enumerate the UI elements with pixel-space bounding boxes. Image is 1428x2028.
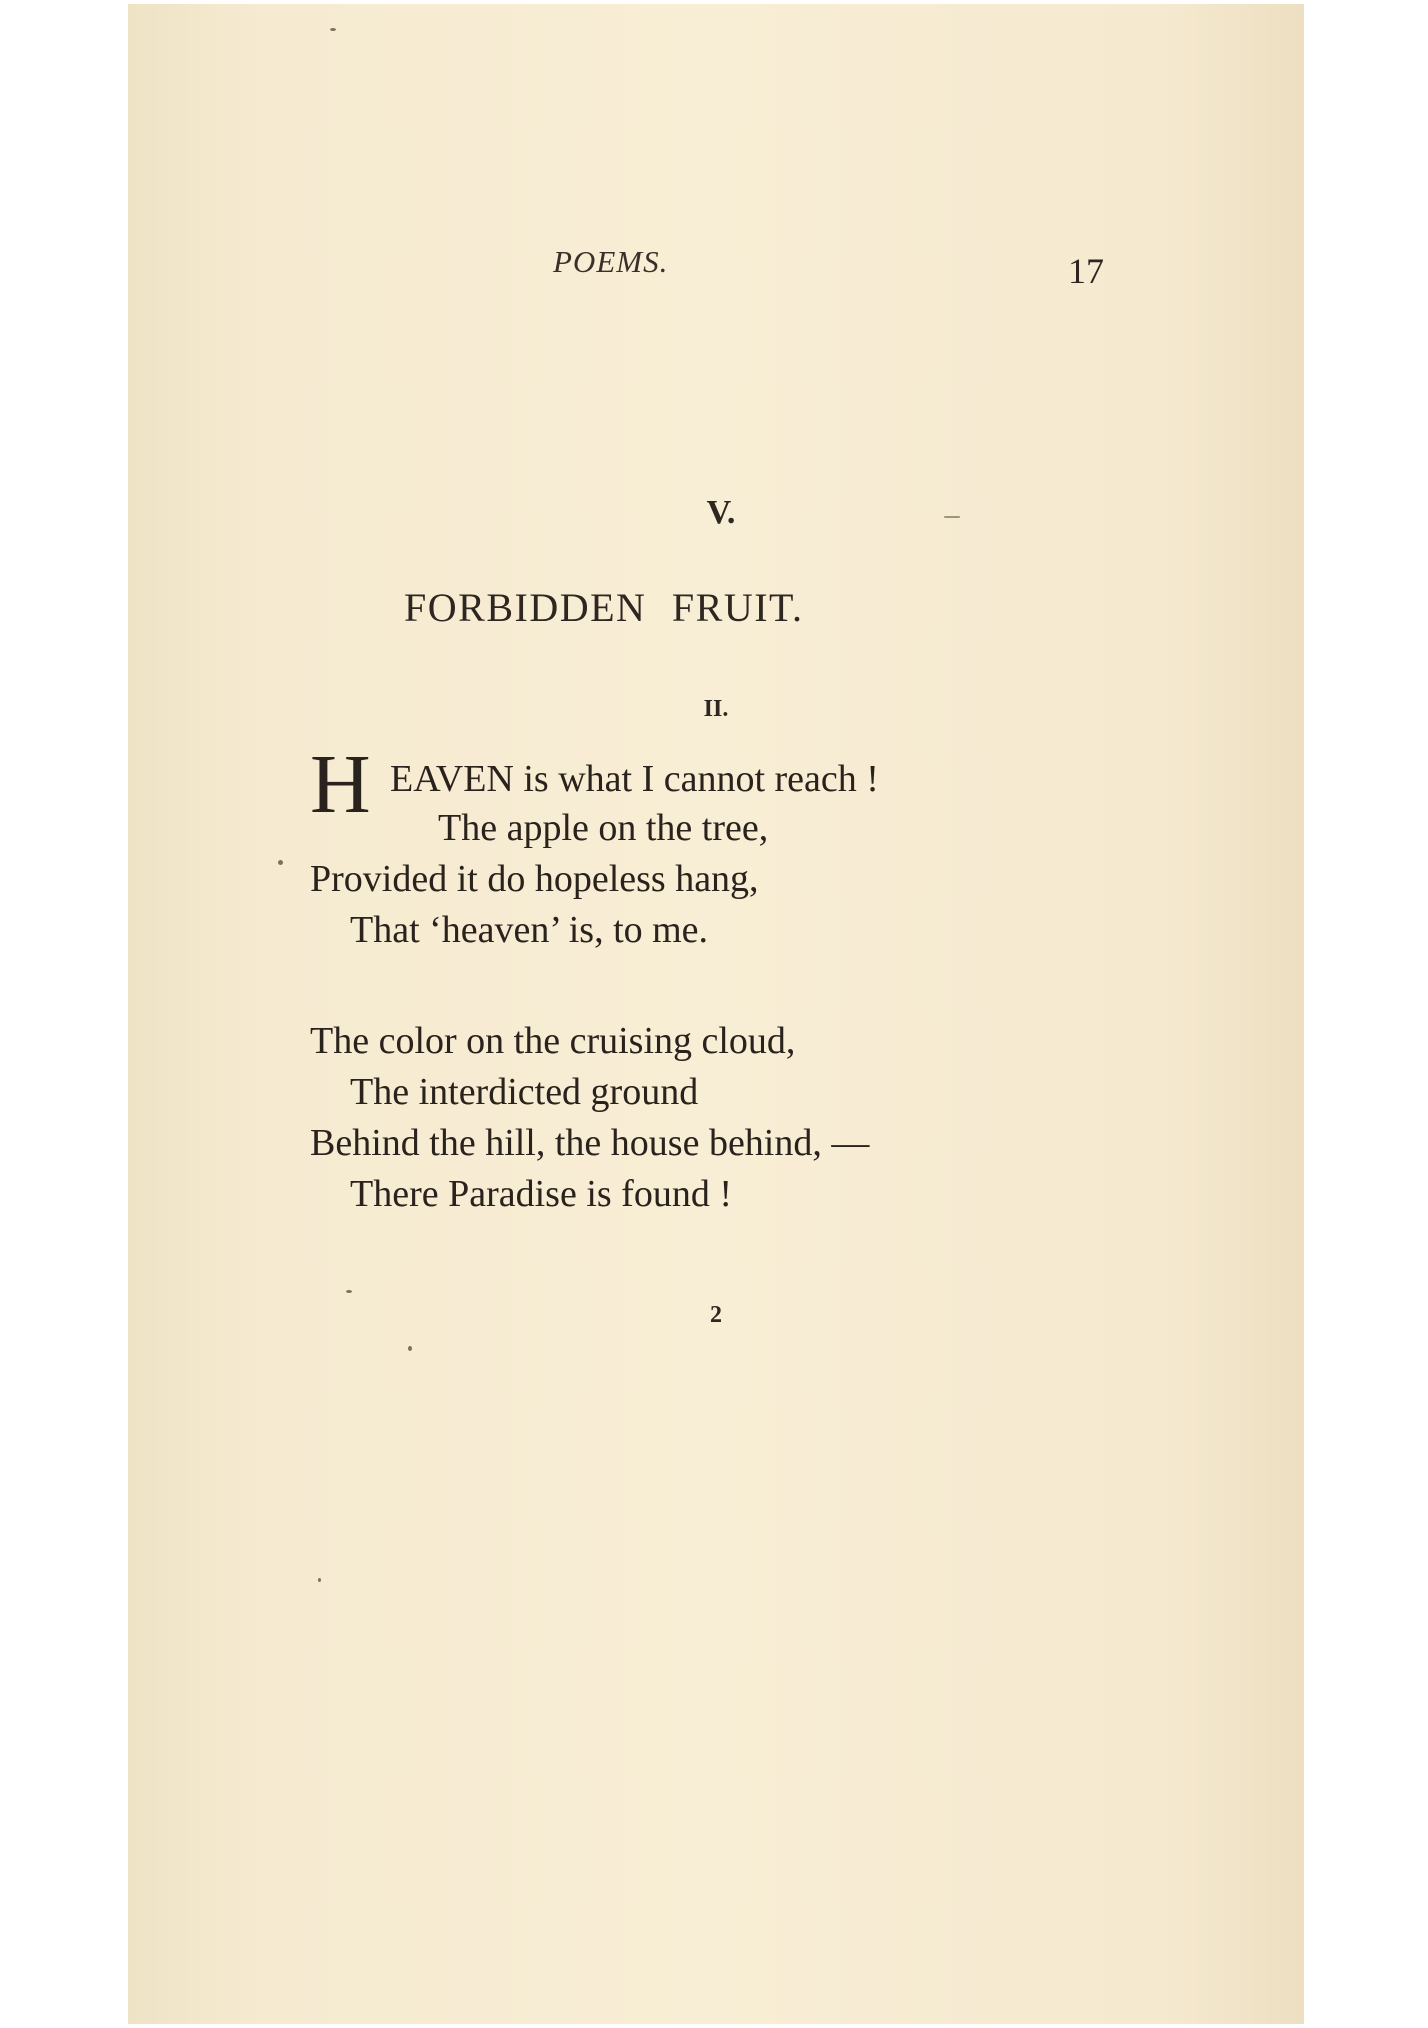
poem-line: The interdicted ground <box>350 1071 699 1113</box>
book-page <box>128 4 1304 2024</box>
poem-line-text: EAVEN is what I cannot reach ! <box>390 758 879 800</box>
running-title: POEMS. <box>553 244 669 279</box>
paper-speck <box>330 28 336 31</box>
page-number: 17 <box>1068 251 1104 291</box>
drop-cap: H <box>310 738 371 831</box>
paper-speck <box>408 1346 412 1351</box>
poem-title: FORBIDDEN FRUIT. <box>404 585 804 630</box>
section-number: V. <box>706 494 736 531</box>
stanza-2 <box>310 1016 869 1220</box>
poem-line: The apple on the tree, <box>438 807 769 849</box>
signature-mark: 2 <box>710 1302 722 1328</box>
paper-speck <box>346 1290 352 1293</box>
poem-line: The color on the cruising cloud, <box>310 1020 796 1062</box>
paper-speck <box>278 860 283 865</box>
poem-line: There Paradise is found ! <box>350 1173 732 1215</box>
poem-line: Provided it do hopeless hang, <box>310 858 759 900</box>
running-head <box>128 244 1304 291</box>
stanza-1 <box>310 738 879 956</box>
poem-line: Behind the hill, the house behind, — <box>310 1122 870 1164</box>
poem-line: That ‘heaven’ is, to me. <box>350 909 709 951</box>
part-number: II. <box>703 696 729 722</box>
paper-speck <box>318 1578 321 1582</box>
paper-speck <box>944 516 960 518</box>
